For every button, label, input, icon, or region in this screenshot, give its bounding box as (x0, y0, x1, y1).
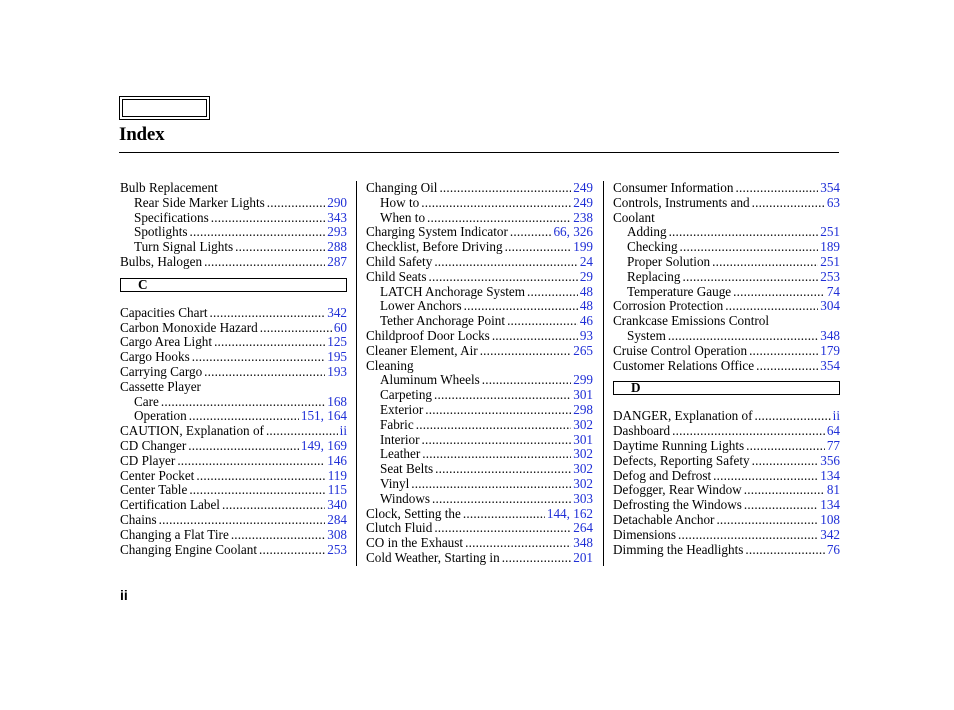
index-subentry (366, 314, 593, 329)
index-entry (366, 181, 593, 196)
index-subentry (120, 196, 347, 211)
dot-leader (678, 528, 818, 543)
page-link[interactable]: 251 (820, 224, 840, 240)
page-link[interactable]: 284 (327, 511, 347, 527)
page-link[interactable]: 66, 326 (553, 224, 593, 240)
entry-label: Childproof Door Locks (366, 327, 490, 343)
entry-label: Checking (627, 239, 678, 255)
index-entry (613, 299, 840, 314)
entry-label: Child Seats (366, 268, 427, 284)
dot-leader (464, 299, 578, 314)
page-link[interactable]: 168 (327, 393, 347, 409)
dot-leader (211, 211, 326, 226)
entry-label: Daytime Running Lights (613, 437, 745, 453)
entry-label: Adding (627, 224, 667, 240)
index-subentry (120, 211, 347, 226)
page-link[interactable]: 356 (820, 452, 840, 468)
dot-leader (482, 373, 571, 388)
dot-leader (432, 492, 571, 507)
page-link[interactable]: 63 (826, 194, 840, 210)
page-link[interactable]: 115 (327, 482, 347, 498)
page-link[interactable]: 48 (579, 298, 593, 314)
column-divider (603, 181, 604, 566)
entry-label: CO in the Exhaust (366, 535, 464, 551)
entry-label: Cold Weather, Starting in (366, 549, 500, 565)
dot-leader (502, 551, 572, 566)
header-rule (119, 152, 839, 153)
entry-label: CD Changer (120, 437, 187, 453)
index-topic-heading: Cassette Player (120, 378, 201, 394)
dot-leader (422, 433, 572, 448)
entry-label: Changing Oil (366, 180, 438, 195)
index-subentry (613, 240, 840, 255)
index-subentry (366, 285, 593, 300)
index-topic-heading: Coolant (613, 209, 655, 225)
index-entry (366, 551, 593, 566)
entry-label: Capacities Chart (120, 304, 208, 320)
index-subentry (613, 285, 840, 300)
page-link[interactable]: 342 (820, 526, 840, 542)
dot-leader (425, 403, 571, 418)
dot-leader (231, 528, 325, 543)
dot-leader (235, 240, 325, 255)
page-link[interactable]: 193 (327, 363, 347, 379)
page-link[interactable]: 81 (826, 482, 840, 498)
section-letter-heading: C (120, 278, 347, 292)
entry-label: Customer Relations Office (613, 357, 755, 373)
dot-leader (260, 321, 332, 336)
dot-leader (744, 483, 825, 498)
dot-leader (434, 255, 578, 270)
dot-leader (672, 424, 825, 439)
page-link[interactable]: 301 (573, 387, 593, 403)
entry-label: Center Pocket (120, 467, 195, 483)
dot-leader (682, 270, 818, 285)
page-link[interactable]: 48 (579, 283, 593, 299)
page-link[interactable]: 119 (327, 467, 347, 483)
index-entry (120, 513, 347, 528)
index-entry (613, 344, 840, 359)
entry-label: Checklist, Before Driving (366, 239, 503, 255)
entry-label: Replacing (627, 268, 681, 284)
dot-leader (480, 344, 572, 359)
page-link[interactable]: 134 (820, 497, 840, 513)
page-link[interactable]: 134 (820, 467, 840, 483)
dot-leader (427, 211, 571, 226)
dot-leader (434, 521, 571, 536)
dot-leader (411, 477, 571, 492)
index-entry (120, 255, 347, 270)
dot-leader (204, 365, 325, 380)
index-entry (613, 454, 840, 469)
page-link[interactable]: 77 (826, 437, 840, 453)
entry-label: Bulbs, Halogen (120, 253, 203, 269)
page-number: ii (120, 587, 128, 603)
index-entry (613, 498, 840, 513)
page-link[interactable]: 60 (333, 319, 347, 335)
index-entry (120, 543, 347, 558)
dot-leader (752, 454, 819, 469)
dot-leader (668, 329, 818, 344)
index-topic-heading: Cleaning (366, 357, 414, 373)
entry-label: Proper Solution (627, 253, 711, 269)
dot-leader (222, 498, 325, 513)
dot-leader (463, 507, 545, 522)
index-entry (120, 454, 347, 469)
dot-leader (755, 409, 831, 424)
index-entry (366, 225, 593, 240)
page-link[interactable]: 151, 164 (300, 408, 347, 424)
dot-leader (214, 335, 325, 350)
page-link[interactable]: 304 (820, 298, 840, 314)
page-link[interactable]: 298 (573, 401, 593, 417)
page-title: Index (119, 124, 165, 145)
entry-label: Dimming the Headlights (613, 541, 744, 557)
dot-leader (510, 225, 552, 240)
index-entry (366, 329, 593, 344)
entry-label: CD Player (120, 452, 176, 468)
page-link[interactable]: 195 (327, 349, 347, 365)
index-subentry (366, 299, 593, 314)
entry-label: Child Safety (366, 253, 433, 269)
page-link[interactable]: 249 (573, 194, 593, 210)
index-subentry (366, 462, 593, 477)
index-subentry (366, 196, 593, 211)
entry-label: Fabric (380, 416, 414, 432)
dot-leader (192, 350, 325, 365)
page-link[interactable]: 251 (820, 253, 840, 269)
dot-leader (749, 344, 818, 359)
page-link[interactable]: 125 (327, 334, 347, 350)
index-entry (613, 483, 840, 498)
page-link[interactable]: 201 (573, 549, 593, 565)
entry-label: CAUTION, Explanation of (120, 423, 264, 439)
entry-label: Changing Engine Coolant (120, 541, 257, 557)
column-divider (356, 181, 357, 566)
page-link[interactable]: 24 (579, 253, 593, 269)
index-subentry (120, 395, 347, 410)
entry-label: Care (134, 393, 159, 409)
entry-label: Aluminum Wheels (380, 372, 480, 388)
dot-leader (492, 329, 578, 344)
entry-label: Leather (380, 446, 421, 462)
entry-label: Carpeting (380, 387, 433, 403)
index-entry (613, 359, 840, 374)
index-subentry (366, 418, 593, 433)
index-entry (120, 483, 347, 498)
dot-leader (680, 240, 819, 255)
page-link[interactable]: 144, 162 (546, 505, 593, 521)
index-entry (120, 424, 347, 439)
page-link[interactable]: 290 (327, 194, 347, 210)
dot-leader (421, 196, 571, 211)
page-link[interactable]: 293 (327, 224, 347, 240)
page-link[interactable]: 146 (327, 452, 347, 468)
index-entry (366, 240, 593, 255)
page-link[interactable]: 189 (820, 239, 840, 255)
index-entry (366, 270, 593, 285)
entry-label: Interior (380, 431, 420, 447)
entry-label: Cargo Hooks (120, 349, 190, 365)
dot-leader (210, 306, 326, 321)
page-link[interactable]: 249 (573, 180, 593, 195)
page-link[interactable]: 76 (826, 541, 840, 557)
page-link[interactable]: 302 (573, 461, 593, 477)
index-entry (120, 350, 347, 365)
entry-label: Clock, Setting the (366, 505, 461, 521)
entry-label: Clutch Fluid (366, 520, 433, 536)
index-entry (613, 424, 840, 439)
entry-label: Defects, Reporting Safety (613, 452, 750, 468)
dot-leader (189, 483, 325, 498)
index-column-3 (613, 181, 840, 557)
entry-label: Defog and Defrost (613, 467, 712, 483)
index-subentry (120, 409, 347, 424)
index-entry (613, 543, 840, 558)
dot-leader (527, 285, 578, 300)
page-link[interactable]: 301 (573, 431, 593, 447)
entry-label: Center Table (120, 482, 188, 498)
index-entry (120, 365, 347, 380)
entry-label: Temperature Gauge (627, 283, 732, 299)
entry-label: Carrying Cargo (120, 363, 203, 379)
index-entry (366, 255, 593, 270)
page-link[interactable]: 308 (327, 526, 347, 542)
page-link[interactable]: ii (832, 408, 840, 424)
entry-label: Certification Label (120, 497, 220, 513)
entry-label: Controls, Instruments and (613, 194, 750, 210)
page-link[interactable]: 253 (327, 541, 347, 557)
dot-leader (744, 498, 818, 513)
page-link[interactable]: 149, 169 (300, 437, 347, 453)
dot-leader (266, 424, 338, 439)
entry-label: When to (380, 209, 426, 225)
index-entry (613, 409, 840, 424)
page-link[interactable]: 302 (573, 475, 593, 491)
index-entry (613, 181, 840, 196)
entry-label: Corrosion Protection (613, 298, 724, 314)
dot-leader (713, 469, 818, 484)
index-entry (120, 528, 347, 543)
dot-leader (161, 395, 325, 410)
page-link[interactable]: 342 (327, 304, 347, 320)
entry-label: How to (380, 194, 420, 210)
dot-leader (725, 299, 818, 314)
dot-leader (507, 314, 578, 329)
page-link[interactable]: ii (339, 423, 347, 439)
entry-label: Vinyl (380, 475, 410, 491)
page-link[interactable]: 238 (573, 209, 593, 225)
entry-label: Carbon Monoxide Hazard (120, 319, 258, 335)
page-link[interactable]: 93 (579, 327, 593, 343)
entry-label: Specifications (134, 209, 209, 225)
dot-leader (733, 285, 825, 300)
dot-leader (439, 181, 571, 196)
index-subentry (613, 329, 840, 344)
dot-leader (736, 181, 819, 196)
entry-label: Chains (120, 511, 157, 527)
entry-label: Cruise Control Operation (613, 342, 748, 358)
index-entry (613, 439, 840, 454)
page-link[interactable]: 64 (826, 423, 840, 439)
dot-leader (422, 447, 571, 462)
page-link[interactable]: 179 (820, 342, 840, 358)
entry-label: Defrosting the Windows (613, 497, 742, 513)
entry-label: Operation (134, 408, 187, 424)
page-link[interactable]: 303 (573, 490, 593, 506)
page-link[interactable]: 302 (573, 416, 593, 432)
index-entry (366, 536, 593, 551)
index-subentry (366, 403, 593, 418)
entry-label: Dashboard (613, 423, 671, 439)
index-entry (613, 528, 840, 543)
page-link[interactable]: 264 (573, 520, 593, 536)
index-subentry (366, 447, 593, 462)
entry-label: DANGER, Explanation of (613, 408, 753, 424)
index-entry (613, 513, 840, 528)
dot-leader (465, 536, 571, 551)
entry-label: Cargo Area Light (120, 334, 213, 350)
index-subentry (366, 433, 593, 448)
header-tab-box (119, 96, 210, 120)
index-subentry (366, 477, 593, 492)
entry-label: Windows (380, 490, 431, 506)
page-link[interactable]: 288 (327, 239, 347, 255)
entry-label: Lower Anchors (380, 298, 462, 314)
dot-leader (746, 439, 825, 454)
dot-leader (204, 255, 325, 270)
page-link[interactable]: 46 (579, 313, 593, 329)
dot-leader (669, 225, 819, 240)
entry-label: Consumer Information (613, 180, 734, 195)
entry-label: Tether Anchorage Point (380, 313, 506, 329)
page-link[interactable]: 302 (573, 446, 593, 462)
page-link[interactable]: 340 (327, 497, 347, 513)
entry-label: System (627, 327, 666, 343)
dot-leader (196, 469, 325, 484)
entry-label: Cleaner Element, Air (366, 342, 478, 358)
dot-leader (159, 513, 326, 528)
entry-label: Changing a Flat Tire (120, 526, 229, 542)
dot-leader (712, 255, 818, 270)
index-topic-heading: Bulb Replacement (120, 180, 218, 195)
dot-leader (752, 196, 825, 211)
dot-leader (716, 513, 818, 528)
page-link[interactable]: 74 (826, 283, 840, 299)
index-subentry (120, 240, 347, 255)
dot-leader (428, 270, 577, 285)
dot-leader (267, 196, 325, 211)
page-link[interactable]: 348 (820, 327, 840, 343)
entry-label: Defogger, Rear Window (613, 482, 742, 498)
index-entry (366, 521, 593, 536)
entry-label: Spotlights (134, 224, 188, 240)
page-link[interactable]: 348 (573, 535, 593, 551)
index-entry (120, 321, 347, 336)
index-topic-heading: Crankcase Emissions Control (613, 313, 770, 329)
entry-label: Dimensions (613, 526, 677, 542)
page-link[interactable]: 108 (820, 511, 840, 527)
dot-leader (259, 543, 325, 558)
index-subentry (120, 225, 347, 240)
entry-label: Seat Belts (380, 461, 434, 477)
dot-leader (756, 359, 818, 374)
index-entry (120, 335, 347, 350)
index-entry (120, 498, 347, 513)
dot-leader (745, 543, 824, 558)
index-subentry (366, 373, 593, 388)
index-column-1 (120, 181, 347, 557)
page-link[interactable]: 354 (820, 180, 840, 195)
dot-leader (505, 240, 572, 255)
index-entry (366, 344, 593, 359)
index-subentry (613, 225, 840, 240)
index-entry (366, 507, 593, 522)
index-entry (120, 306, 347, 321)
page-link[interactable]: 354 (820, 357, 840, 373)
index-subentry (366, 492, 593, 507)
page-link[interactable]: 299 (573, 372, 593, 388)
page-link[interactable]: 265 (573, 342, 593, 358)
entry-label: LATCH Anchorage System (380, 283, 526, 299)
dot-leader (177, 454, 325, 469)
page-link[interactable]: 343 (327, 209, 347, 225)
page-link[interactable]: 199 (573, 239, 593, 255)
entry-label: Detachable Anchor (613, 511, 715, 527)
dot-leader (434, 388, 571, 403)
page-link[interactable]: 29 (579, 268, 593, 284)
section-letter-heading: D (613, 381, 840, 395)
index-entry (120, 439, 347, 454)
dot-leader (188, 439, 299, 454)
dot-leader (416, 418, 572, 433)
index-subentry (366, 388, 593, 403)
entry-label: Charging System Indicator (366, 224, 508, 240)
entry-label: Exterior (380, 401, 424, 417)
index-subentry (613, 255, 840, 270)
dot-leader (190, 225, 326, 240)
index-entry (613, 469, 840, 484)
index-entry (613, 196, 840, 211)
page-link[interactable]: 287 (327, 253, 347, 269)
index-column-2 (366, 181, 593, 566)
dot-leader (189, 409, 299, 424)
index-entry (120, 469, 347, 484)
entry-label: Turn Signal Lights (134, 239, 234, 255)
index-subentry (366, 211, 593, 226)
page-link[interactable]: 253 (820, 268, 840, 284)
entry-label: Rear Side Marker Lights (134, 194, 265, 210)
dot-leader (435, 462, 571, 477)
index-subentry (613, 270, 840, 285)
